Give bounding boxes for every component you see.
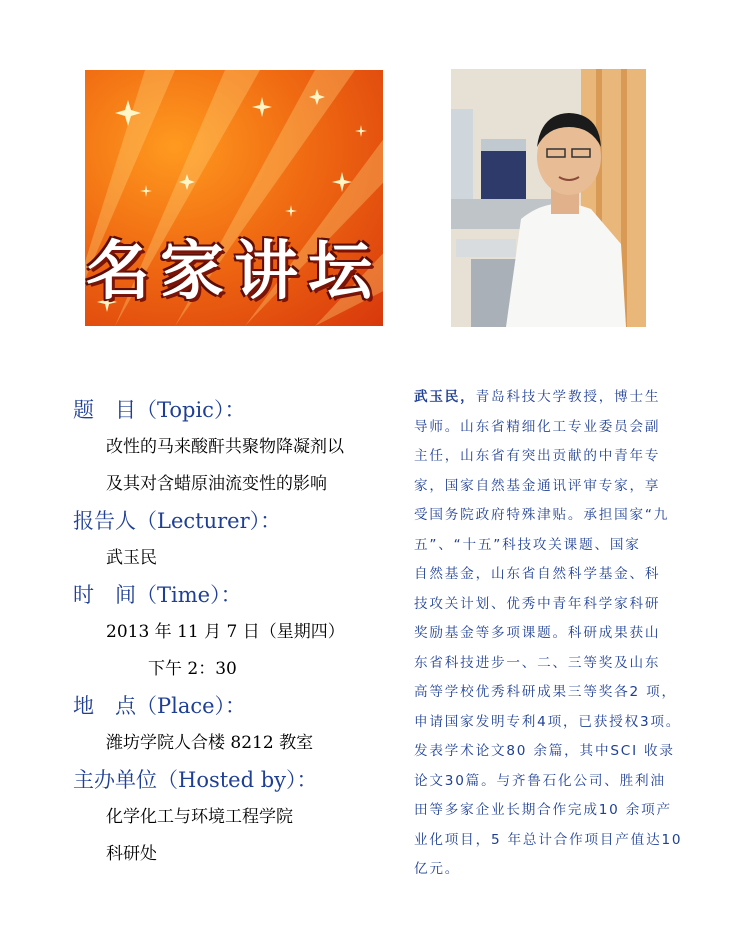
- bio-line: 田等多家企业长期合作完成10 余项产: [414, 802, 672, 818]
- lecturer-label: 报告人: [73, 509, 136, 533]
- speaker-bio: [414, 383, 694, 885]
- bio-line: [414, 383, 694, 413]
- bio-line: 主任，山东省有突出贡献的中青年专: [414, 448, 661, 464]
- lecturer-label-en: （Lecturer）：: [136, 509, 282, 533]
- host-label-en: （Hosted by）：: [157, 768, 318, 792]
- lecturer-heading: [73, 503, 383, 540]
- bio-line: 五”、“十五”科技攻关课题、国家: [414, 536, 641, 553]
- place-value: 潍坊学院人合楼 8212 教室: [106, 733, 314, 753]
- topic-heading: [73, 392, 383, 429]
- lecturer-value: 武玉民: [106, 548, 157, 568]
- bio-line-text: 青岛科技大学教授，博士生: [475, 389, 661, 405]
- banner-title: 名家讲坛: [86, 235, 382, 309]
- place-label: 地 点: [73, 694, 136, 718]
- bio-line: 受国务院政府特殊津贴。承担国家“九: [414, 507, 670, 523]
- bio-line: 亿元。: [414, 861, 461, 877]
- topic-label-en: （Topic）：: [136, 398, 246, 422]
- bio-line: 自然基金，山东省自然科学基金、科: [414, 566, 661, 582]
- host-line-1: 化学化工与环境工程学院: [106, 807, 293, 827]
- time-date: 2013 年 11 月 7 日（星期四）: [106, 622, 345, 642]
- topic-line-2: 及其对含蜡原油流变性的影响: [106, 474, 327, 494]
- topic-label: 题 目: [73, 398, 136, 422]
- host-heading: [73, 762, 383, 799]
- time-heading: [73, 577, 383, 614]
- host-label: 主办单位: [73, 768, 157, 792]
- bio-line: 论文30篇。与齐鲁石化公司、胜利油: [414, 772, 666, 789]
- place-label-en: （Place）：: [136, 694, 247, 718]
- host-line-2: 科研处: [106, 844, 157, 864]
- bio-line: 技攻关计划、优秀中青年科学家科研: [414, 595, 661, 612]
- bio-line: 申请国家发明专利4项，已获授权3项。: [414, 713, 682, 730]
- bio-line: 业化项目，5 年总计合作项目产值达10: [414, 831, 683, 848]
- lecture-info: [73, 392, 383, 873]
- bio-name: 武玉民，: [414, 389, 476, 405]
- bio-line: 东省科技进步一、二、三等奖及山东: [414, 654, 661, 671]
- speaker-photo-illustration: [451, 69, 646, 327]
- time-label-en: （Time）：: [136, 583, 242, 607]
- lecture-banner: [85, 70, 383, 326]
- bio-line: 家，国家自然基金通讯评审专家，享: [414, 477, 661, 494]
- bio-line: 发表学术论文80 余篇，其中SCI 收录: [414, 743, 675, 759]
- time-label: 时 间: [73, 583, 136, 607]
- bio-line: 导师。山东省精细化工专业委员会副: [414, 418, 661, 435]
- topic-line-1: 改性的马来酸酐共聚物降凝剂以: [106, 437, 344, 457]
- bio-line: 奖励基金等多项课题。科研成果获山: [414, 625, 661, 641]
- speaker-photo: [451, 69, 646, 327]
- time-hour: 下午 2：30: [148, 659, 237, 679]
- bio-line: 高等学校优秀科研成果三等奖各2 项，: [414, 684, 677, 700]
- place-heading: [73, 688, 383, 725]
